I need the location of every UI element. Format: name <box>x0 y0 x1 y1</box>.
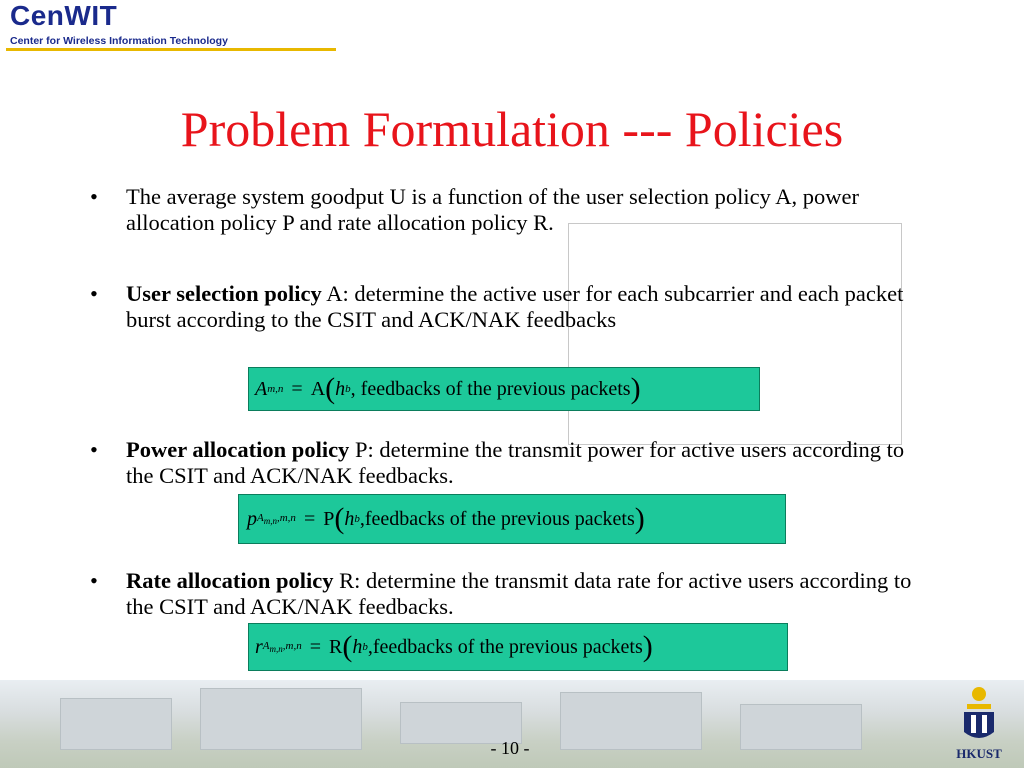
formula-operator: R <box>329 635 343 658</box>
logo-title: CenWIT <box>10 0 118 31</box>
formula-operator: A <box>310 377 326 400</box>
bullet-body: R: determine the transmit data rate for active users according to the CSIT and ACK/NAK feedbacks. <box>126 568 912 619</box>
slide-title: Problem Formulation --- Policies <box>180 101 844 157</box>
formula-rate-allocation: r $A_{m,n},m,n$ = R ( h b ,feedbacks of the previous packets ) <box>248 623 788 671</box>
bullet-dot: • <box>90 281 98 306</box>
formula-subsubscript: m,n <box>263 516 277 527</box>
bullet-keyword: Rate allocation policy <box>126 568 334 593</box>
formula-rest: ,feedbacks of the previous packets <box>359 507 635 530</box>
formula-superscript: b <box>354 513 360 525</box>
formula-h: h <box>335 377 346 400</box>
bullet-dot: • <box>90 437 98 462</box>
bullet-text <box>126 437 916 489</box>
formula-user-selection: A m,n = A ( h b , feedbacks of the previous packets ) <box>248 367 760 411</box>
building-shape <box>200 688 362 750</box>
bullet-dot: • <box>90 568 98 593</box>
formula-h: h <box>344 507 355 530</box>
bullet-text: The average system goodput U is a function of the user selection policy A, power allocation policy P and rate allocation policy R. <box>126 184 859 235</box>
bullet-keyword: Power allocation policy <box>126 437 350 462</box>
bullet-text <box>126 568 916 620</box>
formula-power-allocation: p $A_{m,n},m,n$ = P ( h b ,feedbacks of the previous packets ) <box>238 494 786 544</box>
formula-rest: , feedbacks of the previous packets <box>350 377 631 400</box>
formula-operator: P <box>323 507 335 530</box>
building-shape <box>740 704 862 750</box>
hkust-label: HKUST <box>956 746 1002 761</box>
bullet-body: A: determine the active user for each subcarrier and each packet burst according to the CSIT and ACK/NAK feedbacks <box>126 281 904 332</box>
formula-subsubscript: m,n <box>269 644 283 655</box>
bullet-dot: • <box>90 184 98 209</box>
logo-rule <box>6 48 336 51</box>
formula-superscript: b <box>362 641 368 653</box>
logo-subtitle: Center for Wireless Information Technology <box>10 35 228 47</box>
hkust-logo <box>934 680 1024 768</box>
formula-lhs: A <box>255 377 268 400</box>
bullet-body: P: determine the transmit power for active users according to the CSIT and ACK/NAK feedbacks. <box>126 437 905 488</box>
cenwit-logo <box>6 0 336 48</box>
building-shape <box>60 698 172 750</box>
page-number: - 10 - <box>490 738 530 758</box>
formula-subscript-tail: ,m,n <box>282 639 302 652</box>
bullet-text <box>126 281 916 333</box>
formula-subscript: m,n <box>267 383 284 395</box>
formula-lhs: r <box>255 635 263 658</box>
formula-lhs: p <box>247 507 257 530</box>
formula-subscript: A <box>257 511 264 524</box>
formula-superscript: b <box>345 383 351 395</box>
formula-h: h <box>352 635 363 658</box>
formula-rest: ,feedbacks of the previous packets <box>367 635 643 658</box>
hkust-emblem-icon <box>934 680 1024 750</box>
placeholder-box <box>568 223 902 445</box>
formula-subscript: A <box>262 639 270 652</box>
formula-subscript-tail: ,m,n <box>276 511 296 524</box>
bullet-keyword: User selection policy <box>126 281 322 306</box>
building-shape <box>560 692 702 750</box>
